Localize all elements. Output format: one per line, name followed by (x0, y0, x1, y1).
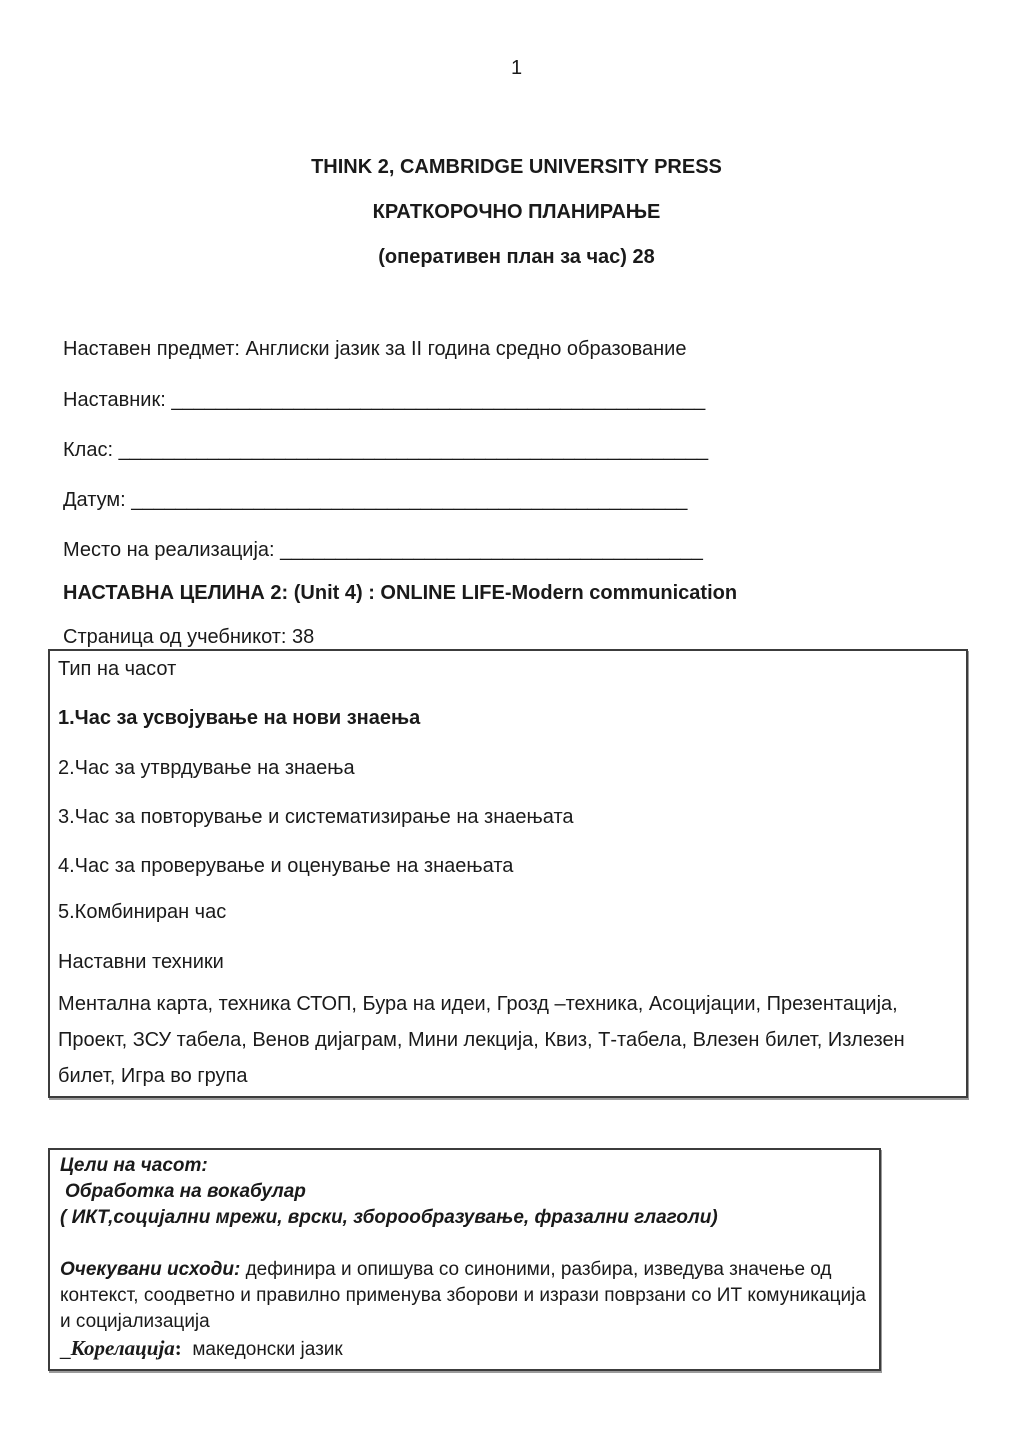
expected-outcomes (60, 1257, 867, 1335)
lesson-type-box (48, 649, 968, 1098)
lesson-type-item-3: 3.Час за повторување и систематизирање на знаењата (58, 806, 574, 828)
teacher-blank-line: ________________________________________________ (171, 389, 706, 411)
location-label: Место на реализација: (63, 539, 281, 561)
location-blank-line: ______________________________________ (280, 539, 703, 561)
goals-title: Цели на часот: (60, 1155, 208, 1176)
document-subtitle-plan: (оперативен план за час) 28 (378, 246, 655, 268)
lesson-type-item-1: 1.Час за усвојување на нови знаења (58, 707, 421, 729)
correlation-prefix: _ (60, 1339, 71, 1360)
date-field (63, 488, 970, 512)
teacher-field (63, 388, 970, 412)
lesson-type-item-2: 2.Час за утврдување на знаења (58, 757, 355, 779)
textbook-page-line: Страница од учебникот: 38 (63, 626, 315, 648)
lesson-type-item-4: 4.Час за проверување и оценување на знаењата (58, 855, 514, 877)
class-field (63, 438, 970, 462)
location-field (63, 538, 970, 562)
outcomes-label: Очекувани исходи: (60, 1259, 241, 1280)
lesson-type-item-5: 5.Комбиниран час (58, 901, 227, 923)
date-label: Датум: (63, 489, 132, 511)
outcomes-text: дефинира и опишува со синоними, разбира, изведува значење од контекст, соодветно и правилно применува зборови и изрази поврзани со ИТ комуникација и социјализација (60, 1259, 866, 1332)
techniques-list: Ментална карта, техника СТОП, Бура на идеи, Грозд –техника, Асоцијации, Презентација, Проект, ЗСУ табела, Венов дијаграм, Мини лекција, Квиз, Т-табела, Влезен билет, Излезен билет, Игра во група (58, 993, 905, 1087)
goal-topics: ( ИКТ,социјални мрежи, врски, зборообразување, фразални глаголи) (60, 1207, 718, 1228)
document-header (63, 155, 970, 269)
lesson-type-title: Тип на часот (58, 658, 177, 680)
techniques-title: Наставни техники (58, 951, 224, 973)
correlation-text: македонски јазик (192, 1339, 343, 1360)
correlation-colon: : (174, 1336, 182, 1360)
goal-vocabulary: Обработка на вокабулар (65, 1181, 306, 1202)
goals-box (48, 1148, 881, 1371)
unit-heading: НАСТАВНА ЦЕЛИНА 2: (Unit 4) : ONLINE LIFE-Modern communication (63, 582, 738, 604)
page-number: 1 (510, 57, 523, 79)
date-blank-line: __________________________________________________ (131, 489, 688, 511)
subject-line: Наставен предмет: Англиски јазик за II година средно образование (63, 338, 687, 360)
teacher-label: Наставник: (63, 389, 172, 411)
correlation-line (60, 1335, 867, 1363)
class-label: Клас: (63, 439, 119, 461)
correlation-label: Корелација (70, 1336, 175, 1360)
class-blank-line: _____________________________________________________ (118, 439, 709, 461)
document-title: THINK 2, CAMBRIDGE UNIVERSITY PRESS (311, 156, 722, 178)
document-subtitle: КРАТКОРОЧНО ПЛАНИРАЊЕ (372, 201, 661, 223)
